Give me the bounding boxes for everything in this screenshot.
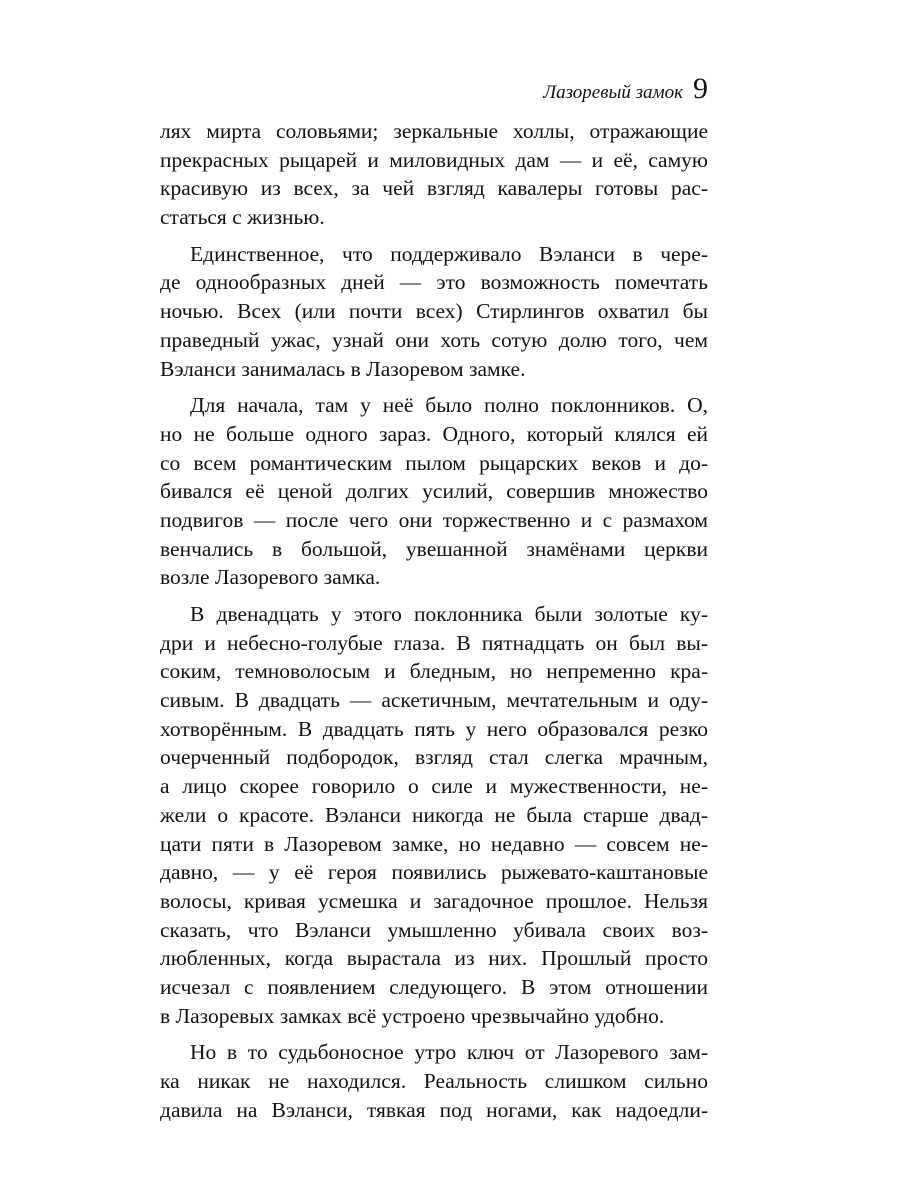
text-line: Единственное, что поддерживало Вэланси в чере- [190, 241, 708, 266]
text-line: подвигов — после чего они торжественно и с размахом [160, 507, 708, 532]
text-line: де однообразных дней — это возможность помечтать [160, 270, 708, 295]
text-line: соким, темноволосым и бледным, но непременно кра- [160, 659, 708, 684]
text-line: ка никак не находился. Реальность слишком сильно [160, 1069, 708, 1093]
text-line: жели о красоте. Вэланси никогда не была старше двад- [160, 802, 708, 827]
paragraph [160, 391, 708, 592]
text-line: статься с жизнью. [160, 205, 325, 230]
paragraph [160, 600, 708, 1030]
text-line: прекрасных рыцарей и миловидных дам — и её, самую [160, 147, 708, 172]
paragraph [160, 1038, 708, 1124]
paragraph [160, 240, 708, 383]
text-line: со всем романтическим пылом рыцарских веков и до- [160, 450, 708, 475]
text-line: ночью. Всех (или почти всех) Стирлингов охватил бы [160, 299, 708, 324]
text-line: хотворённым. В двадцать пять у него образовался резко [160, 716, 708, 741]
running-head-title: Лазоревый замок [543, 82, 683, 103]
text-line: цати пяти в Лазоревом замке, но недавно — совсем не- [160, 831, 708, 856]
paragraph [160, 117, 708, 232]
text-line: исчезал с появлением следующего. В этом отношении [160, 974, 708, 999]
text-line: в Лазоревых замках всё устроено чрезвычайно удобно. [160, 1003, 665, 1028]
text-line: Для начала, там у неё было полно поклонников. О, [190, 393, 708, 418]
text-line: любленных, когда вырастала из них. Прошлый просто [160, 946, 708, 971]
text-line: но не больше одного зараз. Одного, который клялся ей [160, 421, 708, 446]
text-line: лях мирта соловьями; зеркальные холлы, отражающие [160, 119, 708, 143]
text-line: сивым. В двадцать — аскетичным, мечтательным и оду- [160, 688, 708, 713]
text-line: волосы, кривая усмешка и загадочное прошлое. Нельзя [160, 888, 708, 913]
text-line: праведный ужас, узнай они хоть сотую долю того, чем [160, 327, 708, 352]
text-line: давила на Вэланси, тявкая под ногами, как надоедли- [160, 1097, 708, 1122]
text-line: сказать, что Вэланси умышленно убивала своих воз- [160, 917, 708, 942]
body-text [160, 117, 708, 1132]
text-line: бивался её ценой долгих усилий, совершив множество [160, 479, 708, 504]
text-line: красивую из всех, за чей взгляд кавалеры готовы рас- [160, 176, 708, 201]
running-head [160, 72, 708, 112]
text-line: а лицо скорее говорило о силе и мужественности, не- [160, 774, 708, 799]
text-line: В двенадцать у этого поклонника были золотые ку- [190, 602, 708, 626]
text-line: Но в то судьбоносное утро ключ от Лазоревого зам- [190, 1040, 708, 1065]
text-line: давно, — у её героя появились рыжевато-каштановые [160, 860, 708, 885]
text-line: Вэланси занималась в Лазоревом замке. [160, 356, 526, 381]
page-number: 9 [693, 72, 708, 105]
text-line: очерченный подбородок, взгляд стал слегка мрачным, [160, 745, 708, 770]
text-line: венчались в большой, увешанной знамёнами церкви [160, 536, 708, 561]
text-line: возле Лазоревого замка. [160, 565, 381, 590]
text-line: дри и небесно-голубые глаза. В пятнадцать он был вы- [160, 630, 708, 655]
